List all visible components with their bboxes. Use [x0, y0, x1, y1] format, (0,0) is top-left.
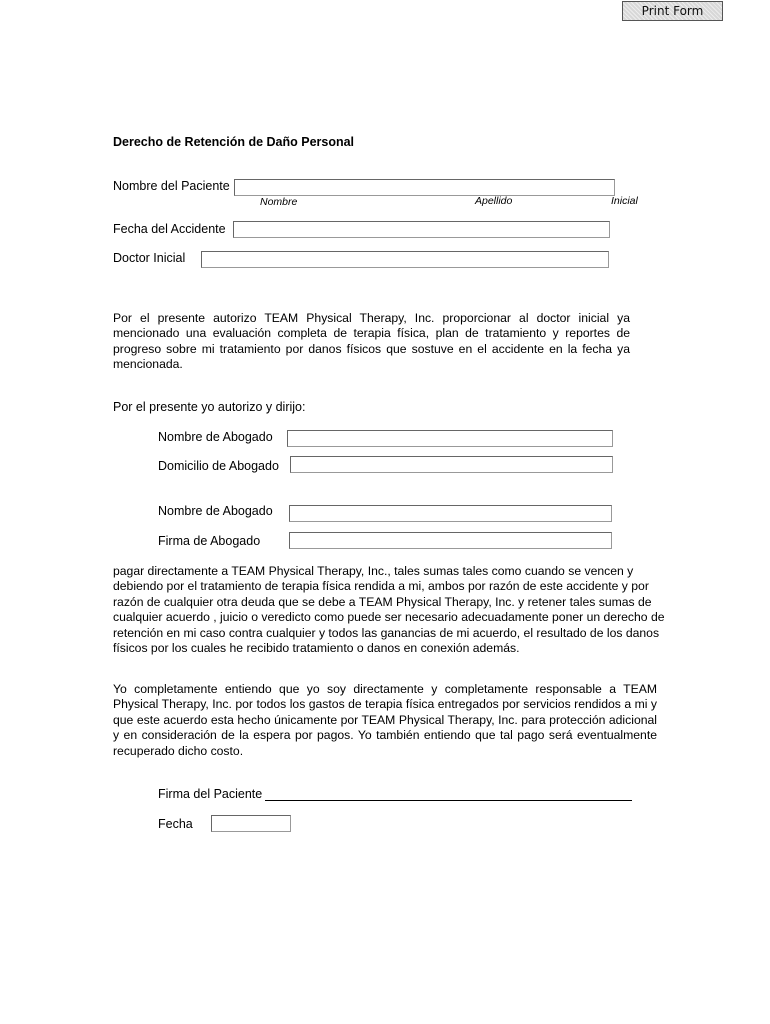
responsibility-paragraph: Yo completamente entiendo que yo soy directamente y completamente responsable a TEAM Physical Therapy, Inc. por todos los gastos de terapia física entregados por servicios rendidos a mi y que este acuerdo esta hecho únicamente por TEAM Physical Therapy, Inc. para protección adicional y en consideración de la espera por pagos. Yo también entiendo que tal pago será eventualmente recuperado dicho costo. — [113, 682, 657, 758]
patient-name-label: Nombre del Paciente — [113, 179, 230, 193]
attorney-address-input[interactable] — [290, 456, 613, 473]
attorney-signature-input[interactable] — [289, 532, 612, 549]
date-input[interactable] — [211, 815, 291, 832]
date-label: Fecha — [158, 817, 193, 831]
attorney-address-label: Domicilio de Abogado — [158, 459, 279, 473]
authorize-direct-label: Por el presente yo autorizo y dirijo: — [113, 400, 306, 414]
attorney-name-label-2: Nombre de Abogado — [158, 504, 273, 518]
attorney-name-input-1[interactable] — [287, 430, 613, 447]
first-name-sublabel: Nombre — [260, 196, 298, 208]
form-title: Derecho de Retención de Daño Personal — [113, 135, 355, 149]
doctor-label: Doctor Inicial — [113, 251, 186, 265]
attorney-name-input-2[interactable] — [289, 505, 612, 522]
accident-date-label: Fecha del Accidente — [113, 222, 226, 236]
accident-date-input[interactable] — [233, 221, 610, 238]
print-form-button[interactable]: Print Form — [622, 1, 723, 21]
last-name-sublabel: Apellido — [475, 195, 513, 207]
patient-signature-line[interactable] — [265, 788, 632, 801]
patient-name-input[interactable] — [234, 179, 615, 196]
doctor-input[interactable] — [201, 251, 609, 268]
attorney-signature-label: Firma de Abogado — [158, 534, 261, 548]
initial-sublabel: Inicial — [611, 195, 638, 207]
patient-signature-label: Firma del Paciente — [158, 787, 263, 801]
payment-paragraph: pagar directamente a TEAM Physical Therapy, Inc., tales sumas tales como cuando se vencen y debiendo por el tratamiento de terapia física rendida a mi, ambos por razón de este accidente y por razón de cualquier otra deuda que se debe a TEAM Physical Therapy, Inc. y retener tales sumas de cualquier acuerdo , juicio o veredicto como puede ser necesario adecuadamente poner un derecho de retención en mi caso contra cualquier y todos las ganancias de mi acuerdo, el resultado de los danos físicos por los cuales he recibido tratamiento o danos en conexión además. — [113, 564, 665, 656]
attorney-name-label-1: Nombre de Abogado — [158, 430, 273, 444]
authorization-paragraph: Por el presente autorizo TEAM Physical Therapy, Inc. proporcionar al doctor inicial ya mencionado una evaluación completa de terapia física, plan de tratamiento y reportes de progreso sobre mi tratamiento por danos físicos que sostuve en el accidente en la fecha ya mencionada. — [113, 311, 630, 372]
